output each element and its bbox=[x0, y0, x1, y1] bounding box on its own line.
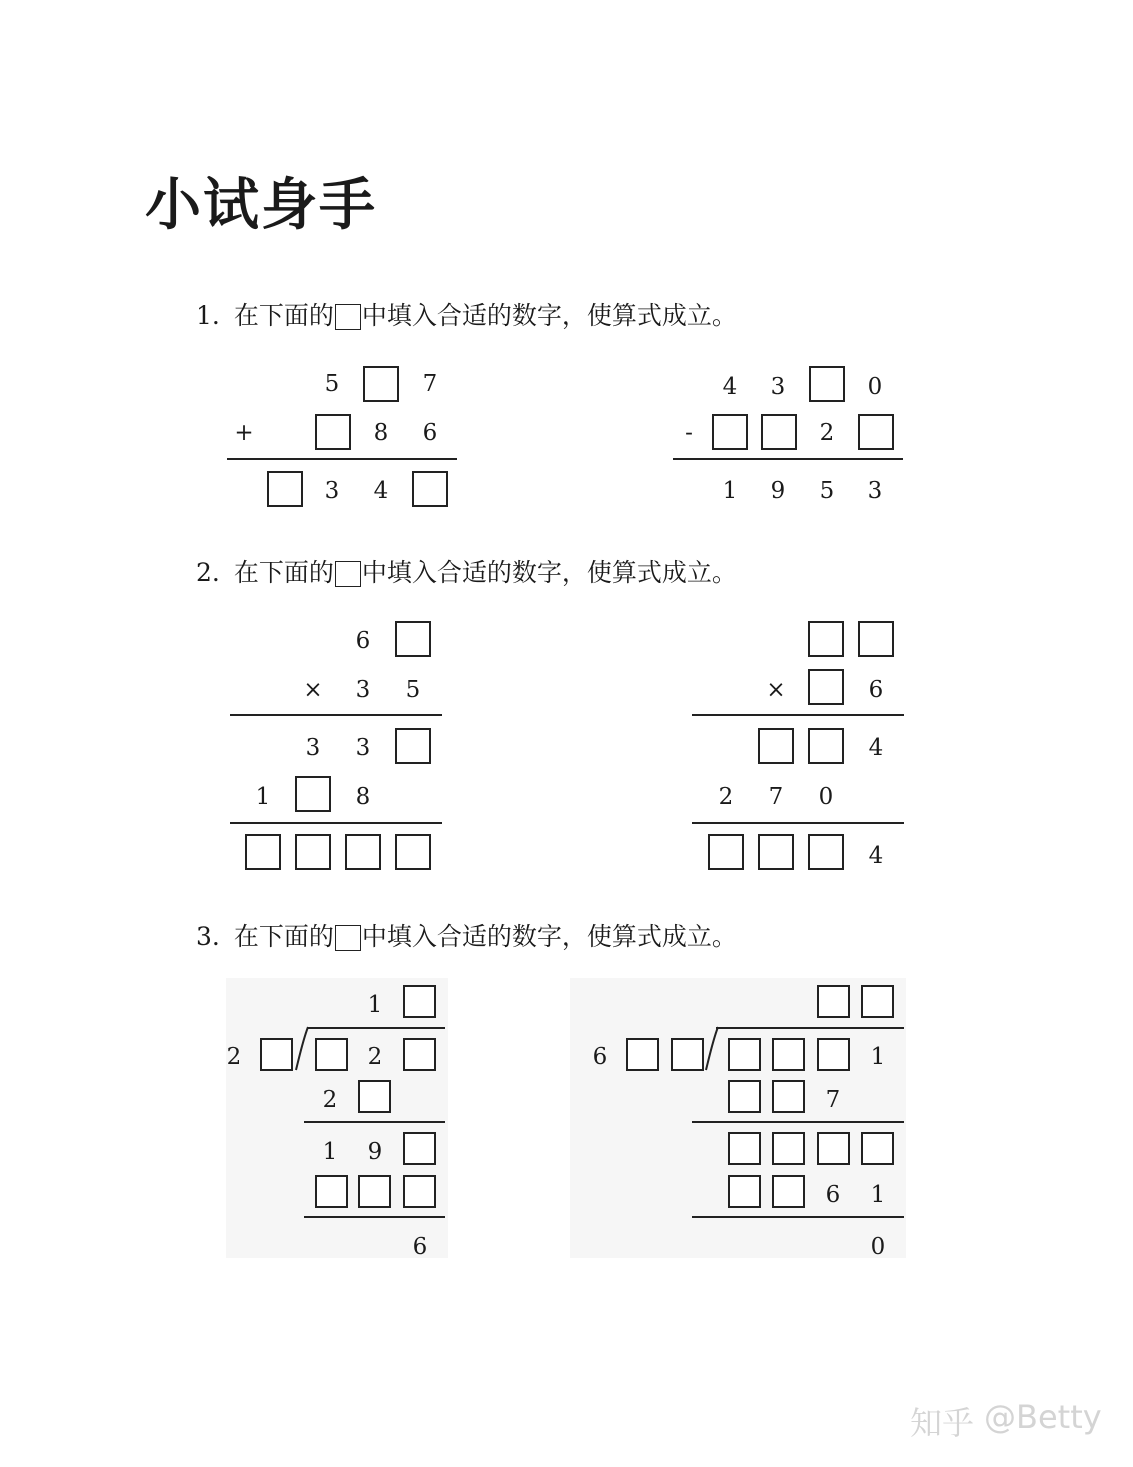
digit: 6 bbox=[825, 1182, 841, 1208]
digit: 4 bbox=[868, 735, 884, 761]
digit: 3 bbox=[324, 478, 340, 504]
answer-box[interactable] bbox=[728, 1080, 761, 1113]
answer-box[interactable] bbox=[245, 834, 281, 870]
answer-box[interactable] bbox=[395, 728, 431, 764]
question-3-instruction bbox=[196, 923, 737, 949]
watermark-brand: 知乎 bbox=[910, 1404, 975, 1442]
division-bracket-icon bbox=[294, 1026, 310, 1072]
answer-box[interactable] bbox=[395, 621, 431, 657]
answer-box[interactable] bbox=[728, 1175, 761, 1208]
digit: 5 bbox=[405, 677, 421, 703]
digit: 9 bbox=[770, 478, 786, 504]
answer-box[interactable] bbox=[808, 834, 844, 870]
digit: 1 bbox=[367, 992, 383, 1018]
digit: 0 bbox=[867, 374, 883, 400]
answer-box[interactable] bbox=[295, 834, 331, 870]
minus-operator: - bbox=[685, 420, 693, 446]
answer-box[interactable] bbox=[817, 1132, 850, 1165]
answer-box[interactable] bbox=[708, 834, 744, 870]
answer-box[interactable] bbox=[858, 621, 894, 657]
digit: 3 bbox=[355, 677, 371, 703]
answer-box[interactable] bbox=[403, 985, 436, 1018]
answer-box[interactable] bbox=[363, 366, 399, 402]
sum-line bbox=[692, 822, 904, 824]
digit: 2 bbox=[718, 784, 734, 810]
digit: 9 bbox=[367, 1139, 383, 1165]
sum-line bbox=[227, 458, 457, 460]
answer-box[interactable] bbox=[315, 1175, 348, 1208]
times-operator: × bbox=[766, 677, 786, 703]
watermark bbox=[910, 1398, 1102, 1444]
digit: 6 bbox=[355, 628, 371, 654]
plus-operator: + bbox=[234, 420, 254, 446]
digit: 8 bbox=[373, 420, 389, 446]
answer-box[interactable] bbox=[758, 834, 794, 870]
subtraction-line bbox=[692, 1121, 904, 1123]
answer-box[interactable] bbox=[772, 1038, 805, 1071]
digit: 4 bbox=[722, 374, 738, 400]
instruction-text: 中填入合适的数字，使算式成立。 bbox=[361, 921, 737, 951]
answer-box[interactable] bbox=[858, 414, 894, 450]
digit: 1 bbox=[870, 1182, 886, 1208]
instruction-text: 在下面的 bbox=[233, 921, 334, 951]
blank-box-icon bbox=[335, 561, 361, 587]
answer-box[interactable] bbox=[808, 728, 844, 764]
sum-line bbox=[230, 822, 442, 824]
answer-box[interactable] bbox=[712, 414, 748, 450]
answer-box[interactable] bbox=[808, 621, 844, 657]
page-title: 小试身手 bbox=[145, 173, 377, 238]
answer-box[interactable] bbox=[772, 1080, 805, 1113]
answer-box[interactable] bbox=[671, 1038, 704, 1071]
answer-box[interactable] bbox=[403, 1132, 436, 1165]
answer-box[interactable] bbox=[808, 669, 844, 705]
digit: 3 bbox=[355, 735, 371, 761]
digit: 4 bbox=[868, 843, 884, 869]
answer-box[interactable] bbox=[772, 1132, 805, 1165]
instruction-text: 中填入合适的数字，使算式成立。 bbox=[361, 300, 737, 330]
answer-box[interactable] bbox=[772, 1175, 805, 1208]
digit: 6 bbox=[422, 420, 438, 446]
product-line bbox=[692, 714, 904, 716]
subtraction-line bbox=[304, 1216, 445, 1218]
answer-box[interactable] bbox=[861, 985, 894, 1018]
division-bar bbox=[716, 1027, 904, 1029]
subtraction-line bbox=[304, 1121, 445, 1123]
digit: 7 bbox=[768, 784, 784, 810]
answer-box[interactable] bbox=[345, 834, 381, 870]
difference-line bbox=[673, 458, 903, 460]
answer-box[interactable] bbox=[861, 1132, 894, 1165]
digit: 5 bbox=[324, 371, 340, 397]
answer-box[interactable] bbox=[728, 1132, 761, 1165]
digit: 4 bbox=[373, 478, 389, 504]
product-line bbox=[230, 714, 442, 716]
instruction-text: 在下面的 bbox=[233, 300, 334, 330]
digit: 3 bbox=[305, 735, 321, 761]
digit: 0 bbox=[818, 784, 834, 810]
remainder: 6 bbox=[412, 1234, 428, 1260]
digit: 1 bbox=[722, 478, 738, 504]
digit: 2 bbox=[322, 1087, 338, 1113]
digit: 1 bbox=[322, 1139, 338, 1165]
answer-box[interactable] bbox=[295, 776, 331, 812]
digit: 3 bbox=[770, 374, 786, 400]
answer-box[interactable] bbox=[358, 1080, 391, 1113]
answer-box[interactable] bbox=[817, 1038, 850, 1071]
blank-box-icon bbox=[335, 925, 361, 951]
digit: 5 bbox=[819, 478, 835, 504]
digit: 6 bbox=[592, 1044, 608, 1070]
answer-box[interactable] bbox=[412, 471, 448, 507]
answer-box[interactable] bbox=[403, 1175, 436, 1208]
division-bracket-icon bbox=[704, 1026, 720, 1072]
instruction-text: 中填入合适的数字，使算式成立。 bbox=[361, 557, 737, 587]
question-number: 3. bbox=[196, 921, 220, 951]
answer-box[interactable] bbox=[403, 1038, 436, 1071]
digit: 8 bbox=[355, 784, 371, 810]
question-number: 1. bbox=[196, 300, 220, 330]
answer-box[interactable] bbox=[626, 1038, 659, 1071]
division-bar bbox=[307, 1027, 445, 1029]
remainder: 0 bbox=[870, 1234, 886, 1260]
times-operator: × bbox=[303, 677, 323, 703]
digit: 3 bbox=[867, 478, 883, 504]
digit: 7 bbox=[825, 1087, 841, 1113]
answer-box[interactable] bbox=[315, 1038, 348, 1071]
answer-box[interactable] bbox=[728, 1038, 761, 1071]
answer-box[interactable] bbox=[809, 366, 845, 402]
digit: 1 bbox=[255, 784, 271, 810]
answer-box[interactable] bbox=[267, 471, 303, 507]
question-number: 2. bbox=[196, 557, 220, 587]
digit: 2 bbox=[226, 1044, 242, 1070]
subtraction-line bbox=[692, 1216, 904, 1218]
watermark-user: @Betty bbox=[984, 1398, 1102, 1436]
question-2-instruction bbox=[196, 559, 737, 585]
answer-box[interactable] bbox=[761, 414, 797, 450]
digit: 6 bbox=[868, 677, 884, 703]
answer-box[interactable] bbox=[260, 1038, 293, 1071]
blank-box-icon bbox=[335, 304, 361, 330]
question-1-instruction bbox=[196, 302, 737, 328]
answer-box[interactable] bbox=[315, 414, 351, 450]
digit: 1 bbox=[870, 1044, 886, 1070]
answer-box[interactable] bbox=[758, 728, 794, 764]
digit: 2 bbox=[367, 1044, 383, 1070]
digit: 7 bbox=[422, 371, 438, 397]
instruction-text: 在下面的 bbox=[233, 557, 334, 587]
answer-box[interactable] bbox=[817, 985, 850, 1018]
digit: 2 bbox=[819, 420, 835, 446]
answer-box[interactable] bbox=[395, 834, 431, 870]
answer-box[interactable] bbox=[358, 1175, 391, 1208]
